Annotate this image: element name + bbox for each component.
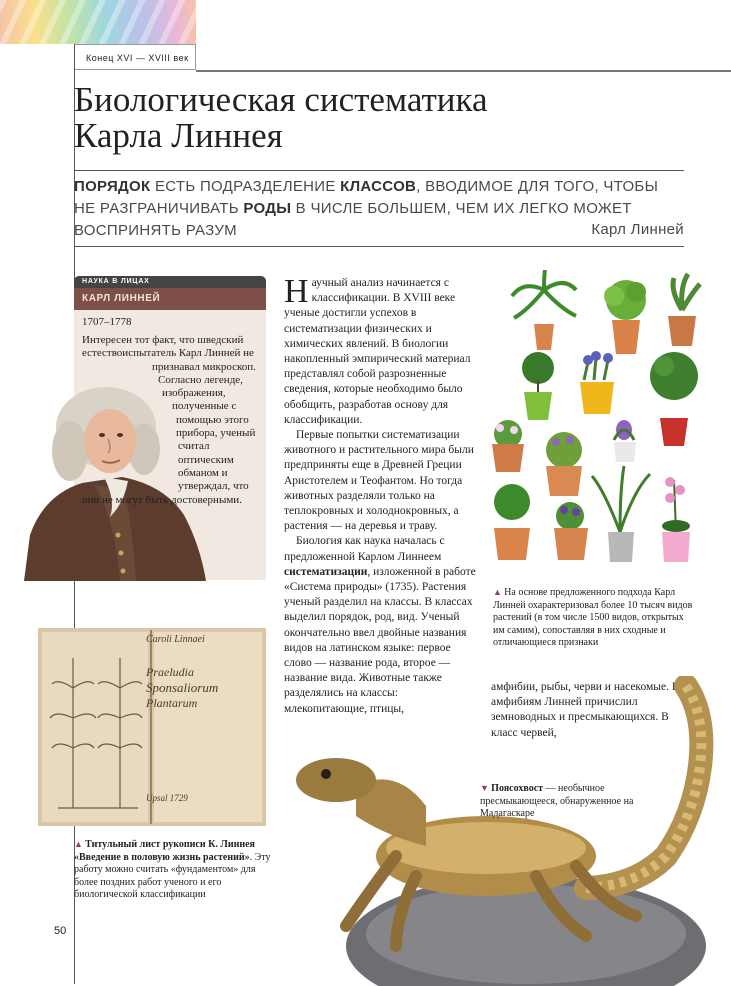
lizard-caption bbox=[480, 782, 660, 821]
quote-author: Карл Линней bbox=[591, 221, 684, 238]
sidebar-text bbox=[82, 334, 262, 507]
sidebar-body: Интересен тот факт, что шведский естествоиспытатель Карл Линней не признавал микроскоп. Согласно легенде, изображения, полученные с помощью этого прибора, ученый считал оптическим обманом и утверждал, что они не могут быть достоверными. bbox=[82, 334, 256, 506]
quote-top-rule bbox=[74, 170, 684, 171]
sidebar-heading: КАРЛ ЛИННЕЙ bbox=[74, 288, 266, 310]
plant-13 bbox=[662, 477, 690, 562]
plant-10 bbox=[494, 484, 530, 560]
caption-marker-icon: ▼ bbox=[480, 783, 492, 793]
sidebar-years: 1707–1778 bbox=[82, 316, 132, 328]
manuscript-line: Caroli Linnaei bbox=[146, 634, 205, 645]
manuscript-caption-title: Титульный лист рукописи К. Линнея «Введение в половую жизнь растений» bbox=[74, 839, 255, 863]
manuscript-caption bbox=[74, 838, 274, 902]
manuscript-line: Sponsaliorum bbox=[146, 680, 219, 695]
plant-2 bbox=[604, 280, 646, 354]
paragraph-1-text: аучный анализ начинается с классификации. В XVIII веке ученые достигли успехов в систематизации физических и химических явлений. В биологии накопленный эмпирический материал представлял собой разрозненные сведения, которые необходимо было обобщить, разработав основу для классификации. bbox=[284, 277, 471, 426]
quote-keyword: РОДЫ bbox=[243, 200, 292, 217]
plant-4 bbox=[522, 352, 554, 420]
page-title bbox=[74, 82, 684, 154]
plant-7 bbox=[492, 420, 524, 472]
quote-text: ЕСТЬ ПОДРАЗДЕЛЕНИЕ bbox=[150, 178, 341, 195]
plant-9 bbox=[614, 420, 636, 462]
plants-caption-text: На основе предложенного подхода Карл Линней охарактеризовал более 10 тысяч видов растений (в том числе 1500 видов, открытых им самим), сопоставляя в них сходные и отличающиеся признаки bbox=[493, 587, 693, 648]
plant-12 bbox=[592, 466, 650, 562]
potted-plants-illustration bbox=[484, 270, 704, 580]
plant-1 bbox=[512, 270, 576, 350]
manuscript-line: Upsal 1729 bbox=[146, 793, 188, 803]
plant-5 bbox=[580, 351, 614, 414]
manuscript-line: Praeludia bbox=[146, 665, 194, 679]
header-rule bbox=[196, 70, 731, 72]
period-label: Конец XVI — XVIII век bbox=[74, 44, 196, 70]
quote-text: , ВВОДИМОЕ ДЛЯ ТОГО, ЧТОБЫ НЕ РАЗГРАНИЧИВАТЬ bbox=[74, 178, 659, 217]
page-number: 50 bbox=[54, 925, 67, 937]
paragraph-4: амфибии, рыбы, черви и насекомые. К амфибиям Линней причислил земноводных и пресмыкающихся. В класс червей, bbox=[491, 681, 680, 739]
manuscript-line: Plantarum bbox=[146, 696, 198, 710]
manuscript-lettering bbox=[146, 634, 226, 803]
manuscript-caption-text: . Эту работу можно считать «фундаментом» для более поздних работ ученого и его биологической классификации bbox=[74, 851, 271, 900]
title-line-2: Карла Линнея bbox=[74, 116, 283, 155]
lizard-caption-title: Поясохвост bbox=[491, 783, 544, 794]
girdled-lizard-image bbox=[286, 676, 731, 986]
article-column-1 bbox=[284, 273, 480, 717]
caption-marker-icon: ▲ bbox=[74, 839, 86, 849]
plant-6 bbox=[650, 352, 698, 446]
lizard-caption-text: — необычное пресмыкающееся, обнаруженное на Мадагаскаре bbox=[480, 783, 634, 819]
paragraph-3-text: Биология как наука началась с предложенной Карлом Линнеем bbox=[284, 535, 445, 563]
quote-bottom-rule bbox=[74, 246, 684, 247]
paragraph-2: Первые попытки систематизации животного и растительного мира были предприняты еще в Древней Греции Аристотелем и Теофантом. Но тогда животных разделяли только на теплокровных и холоднокровных, а растения — на деревья и траву. bbox=[284, 429, 474, 533]
quote-text: В ЧИСЛЕ БОЛЬШЕМ, ЧЕМ ИХ ЛЕГКО МОЖЕТ ВОСПРИНЯТЬ РАЗУМ bbox=[74, 200, 632, 239]
paragraph-3-keyword: систематизации bbox=[284, 565, 368, 578]
plant-11 bbox=[554, 502, 588, 560]
header-decoration bbox=[0, 0, 196, 44]
plant-8 bbox=[546, 432, 582, 496]
drop-cap: Н bbox=[284, 273, 309, 310]
caption-marker-icon: ▲ bbox=[493, 587, 505, 597]
sidebar-tag: НАУКА В ЛИЦАХ bbox=[74, 276, 266, 288]
plants-caption bbox=[493, 586, 693, 650]
title-line-1: Биологическая систематика bbox=[74, 80, 488, 119]
paragraph-3-text-cont: , изложенной в работе «Система природы» (1735). Растения ученый разделил на классы. В классах выделил порядок, род, вид. Ученый окончательно ввел двойные названия видов на латинском языке: первое слово — название рода, второе — название вида. Животные также разделялись на классы: млекопитающие, птицы, bbox=[284, 565, 476, 715]
paragraph-1 bbox=[284, 273, 480, 428]
plant-3 bbox=[668, 274, 700, 346]
quote-keyword: КЛАССОВ bbox=[340, 178, 417, 195]
quote-keyword: ПОРЯДОК bbox=[74, 178, 151, 195]
